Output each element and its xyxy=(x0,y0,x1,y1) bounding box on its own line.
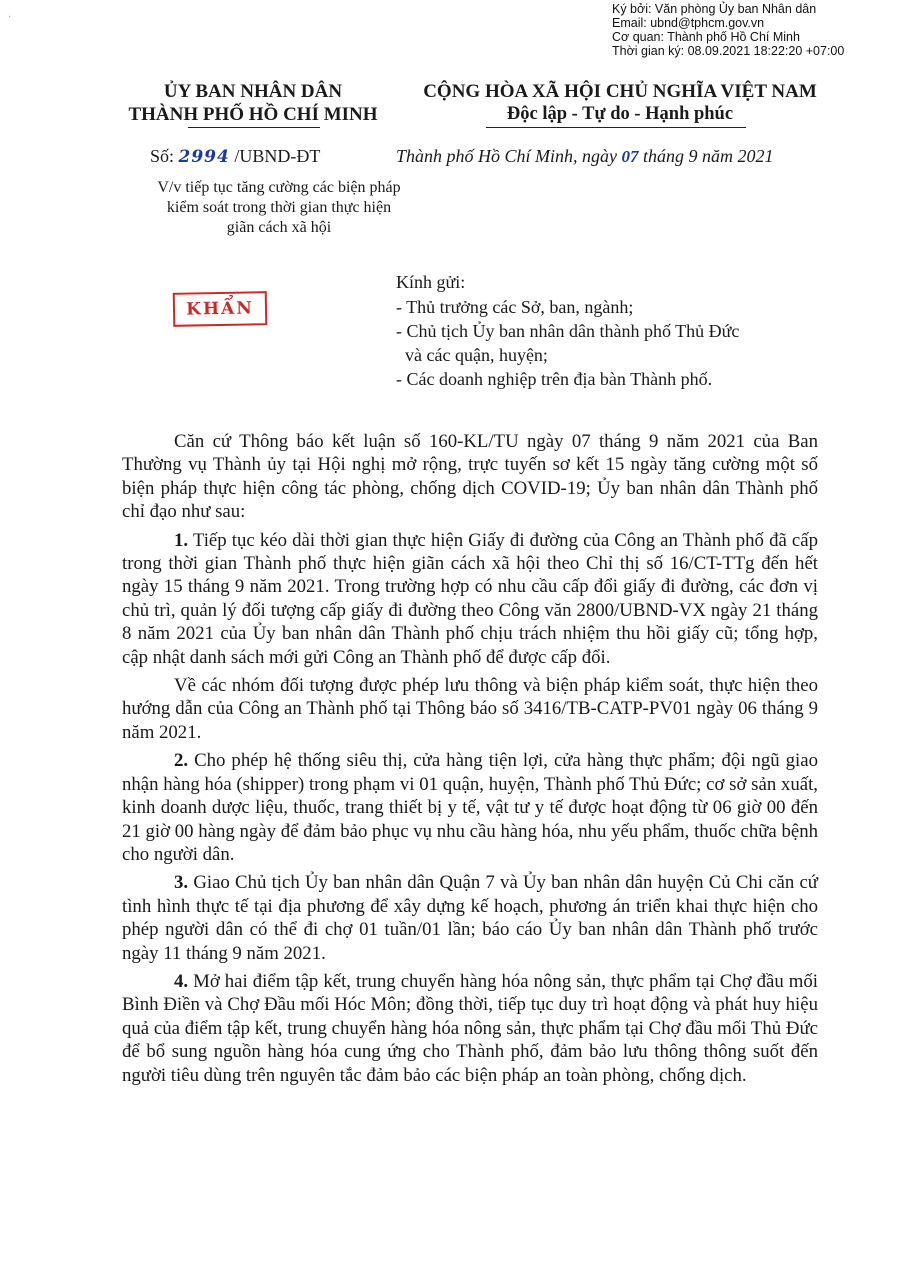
document-body xyxy=(122,430,818,1092)
doc-number-suffix: /UBND-ĐT xyxy=(229,146,321,166)
signature-agency: Cơ quan: Thành phố Hồ Chí Minh xyxy=(612,30,800,44)
agency-line-2: THÀNH PHỐ HỒ CHÍ MINH xyxy=(128,104,378,125)
body-item-2 xyxy=(122,749,818,866)
signature-time: Thời gian ký: 08.09.2021 18:22:20 +07:00 xyxy=(612,44,845,58)
agency-line-1: ỦY BAN NHÂN DÂN xyxy=(163,81,343,102)
digital-signature-block xyxy=(612,2,897,58)
scan-speck: · xyxy=(8,12,12,23)
item-1-number: 1. xyxy=(174,529,189,551)
item-4-number: 4. xyxy=(174,970,189,992)
body-intro: Căn cứ Thông báo kết luận số 160-KL/TU ngày 07 tháng 9 năm 2021 của Ban Thường vụ Thành ủy tại Hội nghị mở rộng, trực tuyến sơ kết 15 ngày tăng cường một số biện pháp thực hiện công tác phòng, chống dịch COVID-19; Ủy ban nhân dân Thành phố chỉ đạo như sau: xyxy=(122,431,818,523)
recipients-greeting: Kính gửi: xyxy=(396,272,466,292)
document-subject xyxy=(150,178,408,238)
body-item-1-continued: Về các nhóm đối tượng được phép lưu thông và biện pháp kiểm soát, thực hiện theo hướng dẫn của Công an Thành phố tại Thông báo số 3416/TB-CATP-PV01 ngày 06 tháng 9 năm 2021. xyxy=(122,675,818,743)
body-item-3 xyxy=(122,871,818,965)
place-and-date xyxy=(396,146,774,167)
place-date-after: tháng 9 năm 2021 xyxy=(638,146,774,166)
urgent-stamp: KHẨN xyxy=(173,291,268,327)
item-3-text: Giao Chủ tịch Ủy ban nhân dân Quận 7 và Ủy ban nhân dân huyện Củ Chi căn cứ tình hình thực tế tại địa phương để xây dựng kế hoạch, phương án triển khai thực hiện cho phép người dân có thể đi chợ 01 tuần/01 lần; báo cáo Ủy ban nhân dân Thành phố trước ngày 11 tháng 9 năm 2021. xyxy=(122,872,818,964)
agency-underline xyxy=(188,127,320,128)
item-2-text: Cho phép hệ thống siêu thị, cửa hàng tiện lợi, cửa hàng thực phẩm; đội ngũ giao nhận hàng hóa (shipper) trong phạm vi 01 quận, huyện, Thành phố Thủ Đức; cơ sở sản xuất, kinh doanh dược liệu, thuốc, trang thiết bị y tế, vật tư y tế được hoạt động từ 06 giờ 00 đến 21 giờ 00 hàng ngày để đảm bảo phục vụ nhu cầu hàng hóa, nhu yếu phẩm, thuốc chữa bệnh cho người dân. xyxy=(122,750,818,865)
date-day-handwritten: 07 xyxy=(621,147,639,166)
recipient-item: và các quận, huyện; xyxy=(396,345,548,365)
item-1-text: Tiếp tục kéo dài thời gian thực hiện Giấy đi đường của Công an Thành phố đã cấp trong thời gian Thành phố thực hiện giãn cách xã hội theo Chỉ thị số 16/CT-TTg đến hết ngày 15 tháng 9 năm 2021. Trong trường hợp có nhu cầu cấp đổi giấy đi đường, các đơn vị chủ trì, quản lý đối tượng cấp giấy đi đường theo Công văn 2800/UBND-VX ngày 21 tháng 8 năm 2021 của Ủy ban nhân dân Thành phố chịu trách nhiệm thu hồi giấy cũ; tổng hợp, cập nhật danh sách mới gửi Công an Thành phố để được cấp đổi. xyxy=(122,529,818,668)
doc-number-prefix: Số: xyxy=(150,146,179,166)
recipient-item: - Các doanh nghiệp trên địa bàn Thành phố. xyxy=(396,369,713,389)
body-item-1 xyxy=(122,529,818,669)
subject-line-3: giãn cách xã hội xyxy=(226,219,332,236)
motto-underline xyxy=(486,127,746,128)
item-2-number: 2. xyxy=(174,750,189,772)
subject-line-1: V/v tiếp tục tăng cường các biện pháp xyxy=(157,179,401,196)
subject-line-2: kiểm soát trong thời gian thực hiện xyxy=(166,199,392,216)
item-4-text: Mở hai điểm tập kết, trung chuyển hàng hóa nông sản, thực phẩm tại Chợ đầu mối Bình Điền và Chợ Đầu mối Hóc Môn; đồng thời, tiếp tục duy trì hoạt động và phát huy hiệu quả của điểm tập kết, trung chuyển hàng hóa nông sản, thực phẩm tại Chợ đầu mối Thủ Đức để bổ sung nguồn hàng hóa cung ứng cho Thành phố, đảm bảo lưu thông thông suốt đến người tiêu dùng trên nguyên tắc đảm bảo các biện pháp an toàn phòng, chống dịch. xyxy=(122,970,818,1086)
document-number xyxy=(150,146,320,167)
national-title xyxy=(390,80,850,126)
signature-email: Email: ubnd@tphcm.gov.vn xyxy=(612,16,765,30)
body-item-4 xyxy=(122,970,818,1087)
issuing-agency xyxy=(98,80,408,126)
item-3-number: 3. xyxy=(174,872,189,894)
recipient-item: - Thủ trưởng các Sở, ban, ngành; xyxy=(396,297,634,317)
place-date-before: Thành phố Hồ Chí Minh, ngày xyxy=(396,146,622,166)
national-motto: Độc lập - Tự do - Hạnh phúc xyxy=(506,104,734,124)
nation-name: CỘNG HÒA XÃ HỘI CHỦ NGHĨA VIỆT NAM xyxy=(423,81,817,102)
signature-signer: Ký bởi: Văn phòng Ủy ban Nhân dân xyxy=(612,2,817,16)
recipient-item: - Chủ tịch Ủy ban nhân dân thành phố Thủ Đức xyxy=(396,321,740,341)
doc-number-handwritten: 2994 xyxy=(178,147,230,167)
